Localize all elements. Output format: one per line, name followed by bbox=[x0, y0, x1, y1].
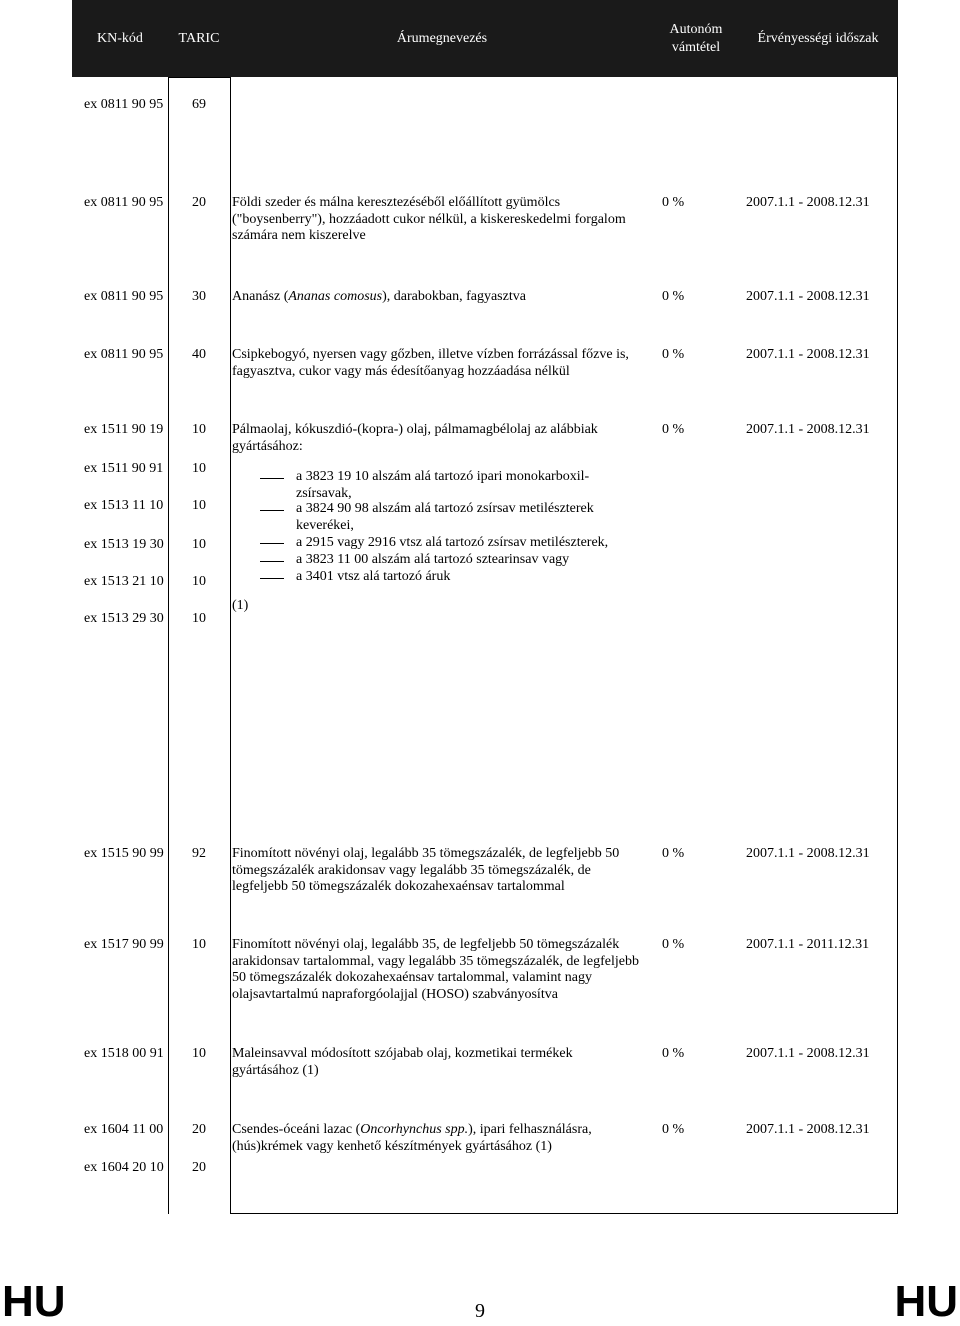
species-name: Oncorhynchus spp. bbox=[360, 1122, 469, 1137]
list-item-line: zsírsavak, bbox=[296, 485, 352, 501]
duty-rate: 0 % bbox=[662, 422, 685, 437]
table-bottom-rule bbox=[230, 1213, 898, 1214]
taric-code: 92 bbox=[192, 846, 206, 861]
footnote-ref: (1) bbox=[232, 598, 249, 613]
list-dash bbox=[260, 543, 284, 544]
validity-period: 2007.1.1 - 2008.12.31 bbox=[746, 1122, 870, 1137]
taric-code: 10 bbox=[192, 498, 206, 513]
goods-description bbox=[232, 195, 650, 245]
list-item-line: a 3823 19 10 alszám alá tartozó ipari monokarboxil- bbox=[296, 469, 590, 484]
species-name: Ananas comosus bbox=[288, 289, 383, 304]
description-line: legfeljebb 50 tömegszázalék dokozahexaénsav tartalommal bbox=[232, 879, 565, 894]
validity-period: 2007.1.1 - 2008.12.31 bbox=[746, 1046, 870, 1061]
goods-description bbox=[232, 937, 650, 1003]
description-line: Földi szeder és málna keresztezéséből előállított gyümölcs bbox=[232, 195, 561, 210]
header-underline bbox=[168, 77, 230, 78]
taric-code: 10 bbox=[192, 611, 206, 626]
list-item-line: a 3823 11 00 alszám alá tartozó sztearinsav vagy bbox=[296, 552, 570, 567]
taric-code: 10 bbox=[192, 1046, 206, 1061]
kn-code: ex 1513 19 30 bbox=[84, 537, 164, 552]
column-rule bbox=[897, 77, 898, 1214]
taric-code: 10 bbox=[192, 537, 206, 552]
header-description: Árumegnevezés bbox=[396, 30, 488, 46]
header-duty-line1: Autonóm bbox=[669, 21, 723, 37]
description-line: Finomított növényi olaj, legalább 35, de legfeljebb 50 tömegszázalék bbox=[232, 937, 620, 952]
description-text: ), ipari felhasználásra, bbox=[468, 1122, 592, 1137]
goods-description bbox=[232, 1046, 650, 1079]
goods-description bbox=[232, 347, 650, 380]
kn-code: ex 1518 00 91 bbox=[84, 1046, 164, 1061]
duty-rate: 0 % bbox=[662, 1122, 685, 1137]
duty-rate: 0 % bbox=[662, 937, 685, 952]
column-rule bbox=[168, 77, 169, 1214]
taric-code: 20 bbox=[192, 195, 206, 210]
description-line: számára nem kiszerelve bbox=[232, 228, 366, 243]
description-line: arakidonsav tartalommal, vagy legalább 35 tömegszázalék, de legfeljebb bbox=[232, 953, 640, 969]
list-item bbox=[296, 569, 450, 586]
kn-code: ex 0811 90 95 bbox=[84, 195, 164, 210]
description-line: Maleinsavval módosított szójabab olaj, kozmetikai termékek bbox=[232, 1046, 573, 1061]
goods-description bbox=[232, 846, 650, 896]
taric-code: 10 bbox=[192, 422, 206, 437]
description-line: olajsavtartalmú napraforgóolajjal (HOSO) szabványosítva bbox=[232, 986, 558, 1002]
description-line: ("boysenberry"), hozzáadott cukor nélkül, a kiskereskedelmi forgalom bbox=[232, 211, 626, 227]
kn-code: ex 1517 90 99 bbox=[84, 937, 164, 952]
description-line: gyártásához (1) bbox=[232, 1062, 319, 1078]
header-autonomous-duty bbox=[654, 0, 738, 77]
description-line: fagyasztva, cukor vagy más édesítőanyag hozzáadása nélkül bbox=[232, 363, 570, 379]
description-text: Csendes-óceáni lazac ( bbox=[232, 1122, 361, 1137]
validity-period: 2007.1.1 - 2008.12.31 bbox=[746, 846, 870, 861]
header-kn-code: KN-kód bbox=[97, 30, 143, 46]
list-dash bbox=[260, 578, 284, 579]
kn-code: ex 1513 29 30 bbox=[84, 611, 164, 626]
goods-description bbox=[232, 1122, 650, 1155]
description-line: Pálmaolaj, kókuszdió-(kopra-) olaj, pálmamagbélolaj az alábbiak bbox=[232, 422, 598, 437]
column-rule bbox=[230, 77, 231, 1214]
list-item bbox=[296, 535, 608, 552]
description-line: 50 tömegszázalék dokozahexaénsav tartalommal, valamint nagy bbox=[232, 970, 592, 985]
description-text: Ananász ( bbox=[232, 289, 289, 304]
footer-language-code-left: HU bbox=[2, 1277, 66, 1326]
validity-period: 2007.1.1 - 2011.12.31 bbox=[746, 937, 870, 952]
description-line: Finomított növényi olaj, legalább 35 tömegszázalék, de legfeljebb 50 bbox=[232, 846, 620, 861]
description-line: Csipkebogyó, nyersen vagy gőzben, illetve vízben forrázással főzve is, bbox=[232, 347, 629, 362]
list-item-line: a 3401 vtsz alá tartozó áruk bbox=[296, 569, 451, 584]
header-taric: TARIC bbox=[178, 30, 220, 46]
list-item bbox=[296, 501, 594, 534]
kn-code: ex 1604 20 10 bbox=[84, 1160, 164, 1175]
goods-description bbox=[232, 422, 650, 455]
duty-rate: 0 % bbox=[662, 1046, 685, 1061]
list-item-line: a 2915 vagy 2916 vtsz alá tartozó zsírsav metilészterek, bbox=[296, 535, 609, 550]
list-item-line: a 3824 90 98 alszám alá tartozó zsírsav metilészterek bbox=[296, 501, 594, 516]
taric-code: 69 bbox=[192, 97, 206, 112]
taric-code: 20 bbox=[192, 1122, 206, 1137]
list-item-line: keverékei, bbox=[296, 517, 354, 533]
taric-code: 40 bbox=[192, 347, 206, 362]
kn-code: ex 1604 11 00 bbox=[84, 1122, 164, 1137]
list-dash bbox=[260, 510, 284, 511]
header-duty-line2: vámtétel bbox=[671, 39, 721, 55]
list-dash bbox=[260, 561, 284, 562]
validity-period: 2007.1.1 - 2008.12.31 bbox=[746, 422, 870, 437]
kn-code: ex 1511 90 91 bbox=[84, 461, 164, 476]
taric-code: 30 bbox=[192, 289, 206, 304]
description-text: ), darabokban, fagyasztva bbox=[382, 289, 526, 304]
taric-code: 20 bbox=[192, 1160, 206, 1175]
validity-period: 2007.1.1 - 2008.12.31 bbox=[746, 289, 870, 304]
taric-code: 10 bbox=[192, 461, 206, 476]
kn-code: ex 0811 90 95 bbox=[84, 289, 164, 304]
list-item bbox=[296, 552, 569, 569]
duty-rate: 0 % bbox=[662, 195, 685, 210]
kn-code: ex 1513 21 10 bbox=[84, 574, 164, 589]
kn-code: ex 1515 90 99 bbox=[84, 846, 164, 861]
taric-code: 10 bbox=[192, 937, 206, 952]
list-item bbox=[296, 469, 589, 502]
goods-description bbox=[232, 289, 650, 306]
duty-rate: 0 % bbox=[662, 347, 685, 362]
validity-period: 2007.1.1 - 2008.12.31 bbox=[746, 347, 870, 362]
description-line: tömegszázalék arakidonsav vagy legalább 35 tömegszázalék, de bbox=[232, 862, 591, 878]
validity-period: 2007.1.1 - 2008.12.31 bbox=[746, 195, 870, 210]
header-validity-period: Érvényességi időszak bbox=[757, 30, 879, 46]
list-dash bbox=[260, 478, 284, 479]
description-line: (hús)krémek vagy kenhető készítmények gyártásához (1) bbox=[232, 1138, 552, 1154]
kn-code: ex 1511 90 19 bbox=[84, 422, 164, 437]
duty-rate: 0 % bbox=[662, 289, 685, 304]
description-line: gyártásához: bbox=[232, 438, 303, 454]
kn-code: ex 0811 90 95 bbox=[84, 347, 164, 362]
taric-code: 10 bbox=[192, 574, 206, 589]
kn-code: ex 0811 90 95 bbox=[84, 97, 164, 112]
footer-language-code-right: HU bbox=[894, 1277, 958, 1326]
page-number: 9 bbox=[475, 1300, 485, 1322]
duty-rate: 0 % bbox=[662, 846, 685, 861]
kn-code: ex 1513 11 10 bbox=[84, 498, 164, 513]
